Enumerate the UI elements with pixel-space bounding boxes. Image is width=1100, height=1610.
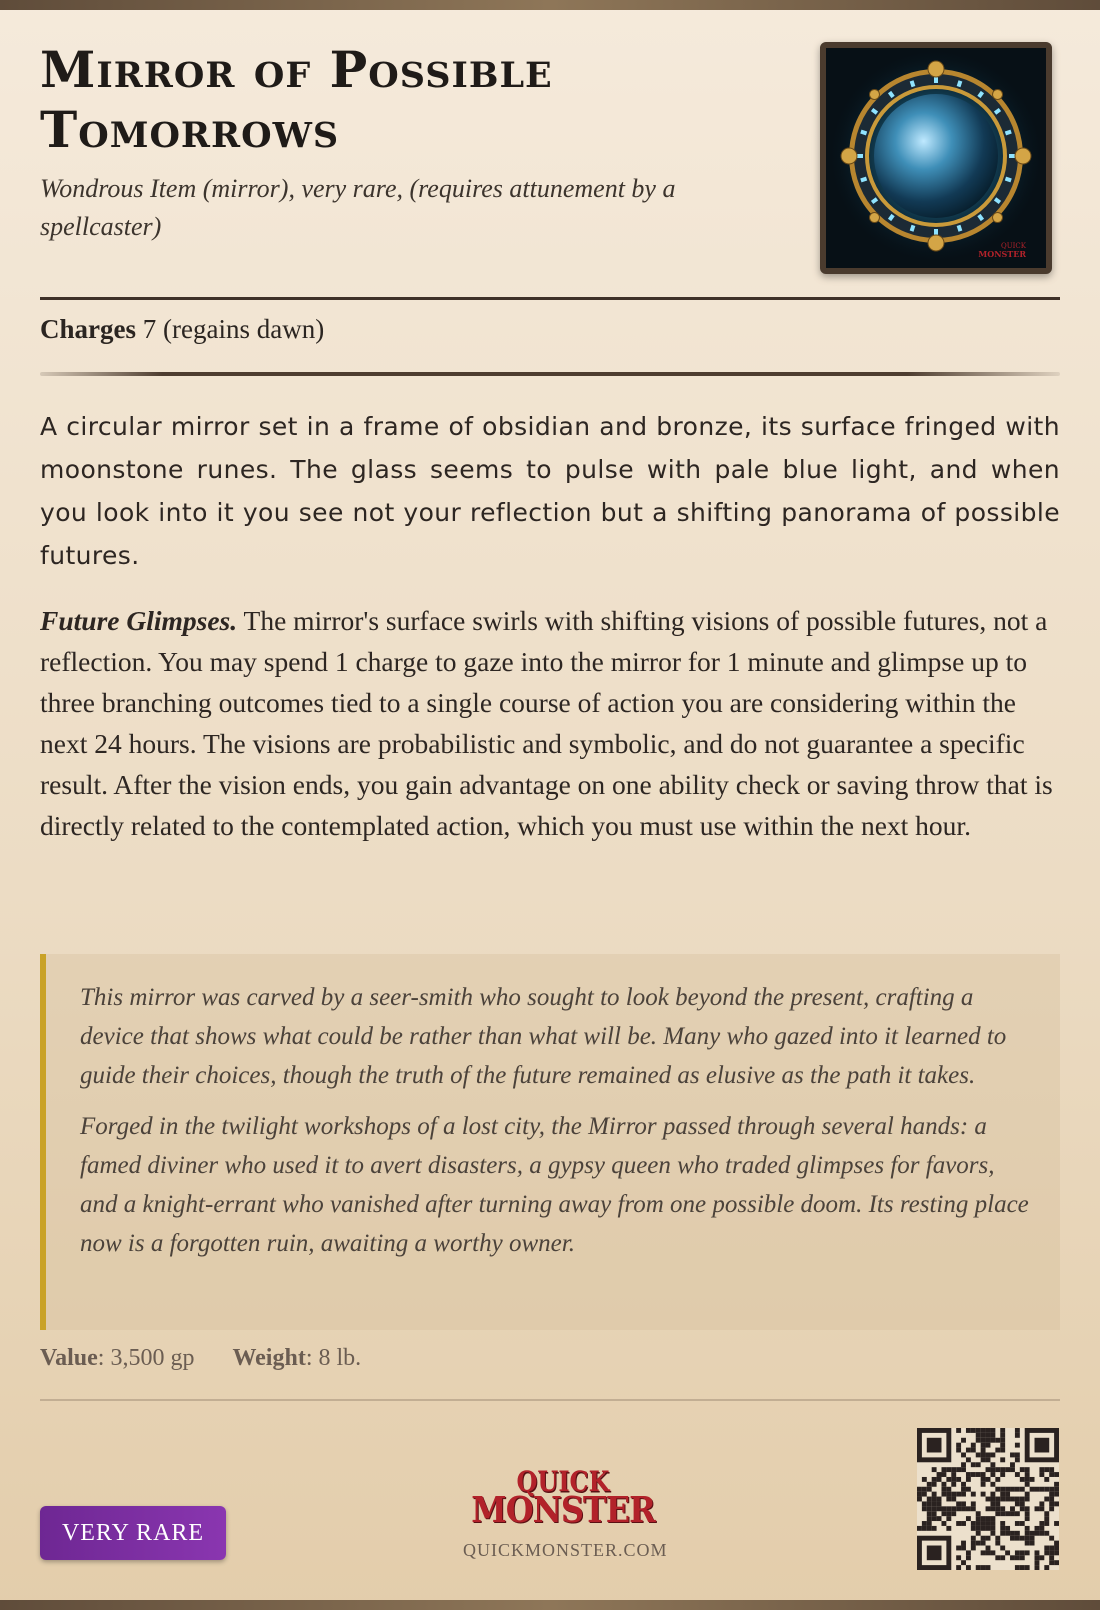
art-watermark-line2: MONSTER [978, 249, 1026, 259]
lore-paragraph: This mirror was carved by a seer-smith who sought to look beyond the present, crafting a device that shows what could be rather than what will be. Many who gazed into it learned to guide their choices, though the truth of the future remained as elusive as the path it takes. [80, 984, 1007, 1089]
weight-amount: 8 lb. [318, 1345, 362, 1371]
weight-label: Weight [232, 1345, 306, 1371]
charges-divider [40, 372, 1060, 376]
quickmonster-logo[interactable] [463, 1464, 668, 1561]
feature-paragraph [40, 600, 1060, 846]
item-stats: Value: 3,500 gp Weight: 8 lb. [40, 1345, 362, 1371]
item-title: Mirror of Possible Tomorrows [40, 40, 553, 159]
item-description: A circular mirror set in a frame of obsidian and bronze, its surface fringed with moonstone runes. The glass seems to pulse with pale blue light, and when you look into it you see not your reflection but a shifting panorama of possible futures. [40, 412, 1060, 570]
charges-label: Charges [40, 314, 136, 344]
art-watermark-line1: QUICK [1001, 242, 1026, 250]
footer-divider [40, 1399, 1060, 1401]
bottom-border [0, 1600, 1100, 1610]
mirror-illustration [826, 48, 1046, 268]
charges-value: 7 (regains dawn) [142, 314, 325, 344]
site-url[interactable]: QUICKMONSTER.COM [463, 1540, 668, 1560]
value-label: Value [40, 1345, 98, 1371]
qr-code[interactable] [917, 1428, 1059, 1570]
logo-line2: MONSTER [471, 1489, 655, 1531]
feature-text: The mirror's surface swirls with shifting visions of possible futures, not a reflection. You may spend 1 charge to gaze into the mirror for 1 minute and glimpse up to three branching outcomes tied to a single course of action you are considering within the next 24 hours. The visions are probabilistic and symbolic, and do not guarantee a specific result. After the vision ends, you gain advantage on one ability check or saving throw that is directly related to the contemplated action, which you must use within the next hour. [40, 605, 1053, 841]
item-artwork [820, 42, 1052, 274]
rarity-badge: VERY RARE [40, 1506, 226, 1560]
logo-line1: QUICK [516, 1464, 610, 1499]
feature-name: Future Glimpses. [40, 605, 238, 636]
lore-paragraph: Forged in the twilight workshops of a lost city, the Mirror passed through several hands: a famed diviner who used it to avert disasters, a gypsy queen who traded glimpses for favors, and a knight-errant who vanished after turning away from one possible doom. Its resting place now is a forgotten ruin, awaiting a worthy owner. [80, 1113, 1029, 1257]
lore-block [40, 954, 1060, 1330]
charges-line [40, 314, 324, 345]
header-divider [40, 297, 1060, 300]
top-border [0, 0, 1100, 10]
item-subtitle: Wondrous Item (mirror), very rare, (requires attunement by a spellcaster) [40, 174, 676, 241]
value-amount: 3,500 gp [110, 1345, 195, 1371]
item-card [40, 10, 1060, 1600]
